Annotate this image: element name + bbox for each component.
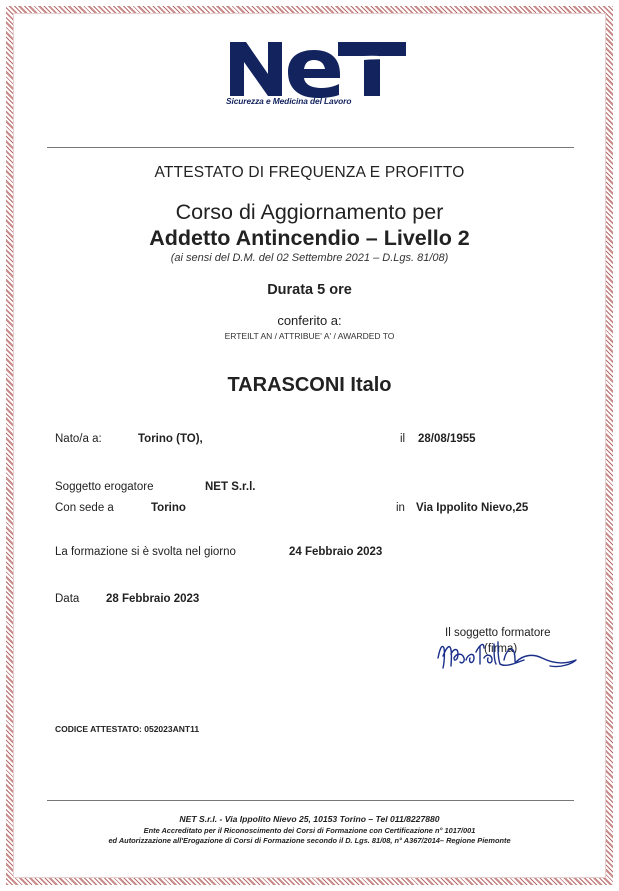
certificate-code: CODICE ATTESTATO: 052023ANT11: [55, 724, 200, 734]
address-label: in: [396, 502, 405, 514]
training-date: 24 Febbraio 2023: [289, 546, 383, 558]
awarded-to-label: ERTEILT AN / ATTRIBUE' A' / AWARDED TO: [224, 331, 395, 341]
attestato-title: ATTESTATO DI FREQUENZA E PROFITTO: [154, 164, 465, 181]
issue-date-label: Data: [55, 593, 80, 605]
seat-label: Con sede a: [55, 502, 114, 514]
born-label: Nato/a a:: [55, 433, 102, 445]
signature-sublabel: (firma): [484, 643, 518, 655]
legal-reference: (ai sensi del D.M. del 02 Settembre 2021 – D.Lgs. 81/08): [170, 252, 449, 264]
birth-date-label: il: [400, 433, 406, 445]
birth-place: Torino (TO),: [138, 433, 203, 445]
provider-address: Via Ippolito Nievo,25: [416, 502, 529, 514]
signature-label: Il soggetto formatore: [445, 627, 551, 639]
course-duration: Durata 5 ore: [267, 282, 352, 298]
recipient-name: TARASCONI Italo: [227, 374, 392, 396]
issue-date: 28 Febbraio 2023: [106, 593, 200, 605]
birth-date: 28/08/1955: [418, 433, 476, 445]
course-title-line1: Corso di Aggiornamento per: [175, 200, 444, 224]
footer-accreditation-line: Ente Accreditato per il Riconoscimento dei Corsi di Formazione con Certificazione n° 1017/001: [143, 826, 476, 835]
header-divider: [47, 147, 574, 148]
footer-divider: [47, 800, 574, 801]
training-date-label: La formazione si è svolta nel giorno: [55, 546, 236, 558]
seat-city: Torino: [151, 502, 186, 514]
course-title-line2: Addetto Antincendio – Livello 2: [149, 226, 470, 250]
conferred-label: conferito a:: [277, 313, 342, 328]
footer-company-line: NET S.r.l. - Via Ippolito Nievo 25, 10153 Torino – Tel 011/8227880: [179, 814, 440, 824]
inner-border: [13, 13, 606, 878]
logo-tagline: Sicurezza e Medicina del Lavoro: [226, 96, 352, 106]
provider-label: Soggetto erogatore: [55, 481, 154, 493]
handwritten-signature-icon: [432, 640, 582, 674]
footer-authorization-line: ed Autorizzazione all'Erogazione di Corsi di Formazione secondo il D. Lgs. 81/08, n° A367/2014– Regione Piemonte: [108, 836, 511, 845]
provider-name: NET S.r.l.: [205, 481, 256, 493]
